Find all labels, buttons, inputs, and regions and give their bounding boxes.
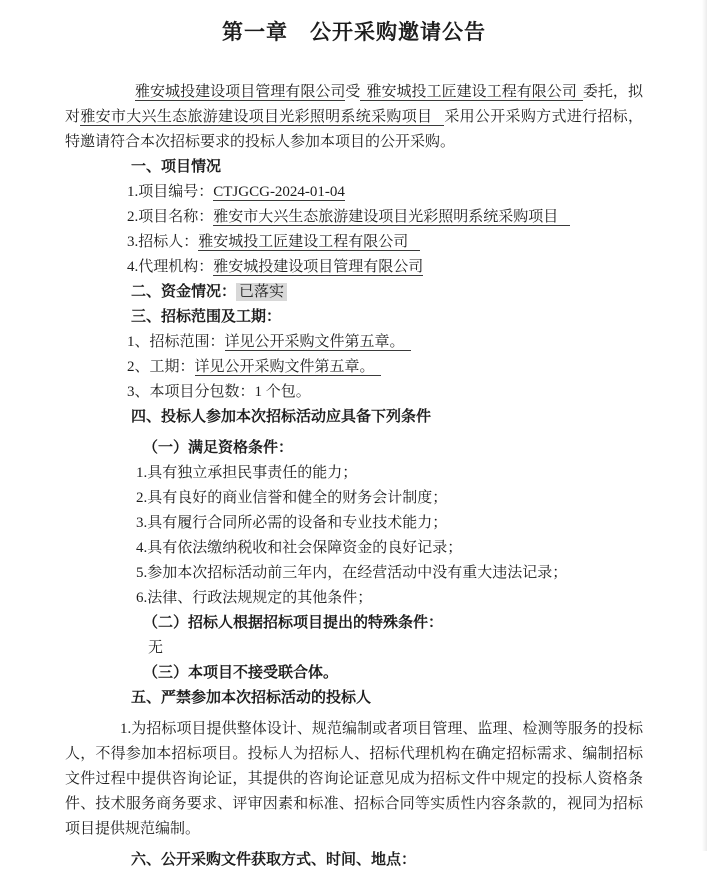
agency-label: 4.代理机构： — [127, 259, 214, 275]
qualification-subheading: （一）满足资格条件： — [143, 440, 294, 456]
duration-row — [65, 355, 643, 380]
prohibited-bidders-paragraph: 1.为招标项目提供整体设计、规范编制或者项目管理、监理、检测等服务的投标人，不得参加本招标项目。投标人为招标人、招标代理机构在确定招标需求、编制招标文件过程中提供咨询论证，其提供的咨询论证意见成为招标文件中规定的投标人资格条件、技术服务商务要求、评审因素和标准、招标合同等实质性内容条款的，视同为招标项目提供规范编制。 — [65, 721, 643, 837]
qualification-item: 1.具有独立承担民事责任的能力； — [136, 465, 358, 481]
section5-heading: 五、严禁参加本次招标活动的投标人 — [131, 690, 372, 706]
scope-value: 详见公开采购文件第五章。 — [225, 334, 411, 351]
section6-heading: 六、公开采购文件获取方式、时间、地点： — [131, 852, 417, 868]
agency-row — [65, 255, 643, 280]
intro-text-3: 采用公开采购方式进行招标，特邀请符合本次招标要求的投标人参加本项目的公开采购。 — [65, 109, 643, 150]
qualification-item: 6.法律、行政法规规定的其他条件； — [136, 590, 373, 606]
intro-text-1: 受 — [345, 84, 361, 100]
section1-heading: 一、项目情况 — [131, 159, 222, 175]
project-name-label: 2.项目名称： — [127, 209, 214, 225]
scope-label: 1、招标范围： — [127, 334, 225, 350]
qualification-item: 3.具有履行合同所必需的设备和专业技术能力； — [136, 515, 448, 531]
funding-row — [65, 280, 643, 305]
intro-text-2: 委托，拟对 — [65, 84, 643, 125]
section4-heading: 四、投标人参加本次招标活动应具备下列条件 — [131, 409, 432, 425]
client-company-name: 雅安城投工匠建设工程有限公司 — [360, 84, 582, 101]
qualification-item: 5.参加本次招标活动前三年内，在经营活动中没有重大违法记录； — [136, 565, 568, 581]
duration-label: 2、工期： — [127, 359, 195, 375]
duration-value: 详见公开采购文件第五章。 — [195, 359, 381, 376]
qualification-item: 2.具有良好的商业信誉和健全的财务会计制度； — [136, 490, 448, 506]
special-conditions-value: 无 — [148, 640, 164, 656]
project-number-label: 1.项目编号： — [127, 184, 214, 200]
scope-row — [65, 330, 643, 355]
package-count-row — [65, 380, 643, 405]
qualification-item: 4.具有依法缴纳税收和社会保障资金的良好记录； — [136, 540, 463, 556]
project-number-value: CTJGCG-2024-01-04 — [213, 184, 345, 200]
tenderee-row — [65, 230, 643, 255]
agency-company-name: 雅安城投建设项目管理有限公司 — [135, 84, 346, 100]
agency-value: 雅安城投建设项目管理有限公司 — [213, 259, 424, 275]
section3-heading: 三、招标范围及工期： — [131, 309, 282, 325]
tenderee-label: 3.招标人： — [127, 234, 199, 250]
no-consortium-subheading: （三）本项目不接受联合体。 — [143, 665, 339, 681]
package-count-label: 3、本项目分包数： — [127, 384, 255, 400]
package-count-value: 1 个包。 — [254, 384, 311, 400]
project-number-row — [65, 180, 643, 205]
tenderee-value: 雅安城投工匠建设工程有限公司 — [198, 234, 420, 251]
special-conditions-subheading: （二）招标人根据招标项目提出的特殊条件： — [143, 615, 444, 631]
project-name-value: 雅安市大兴生态旅游建设项目光彩照明系统采购项目 — [213, 209, 570, 226]
funding-status-highlight: 已落实 — [236, 283, 287, 301]
intro-paragraph — [65, 80, 643, 155]
page-title: 第一章 公开采购邀请公告 — [222, 20, 486, 44]
project-name-row — [65, 205, 643, 230]
project-name-inline: 雅安市大兴生态旅游建设项目光彩照明系统采购项目 — [80, 109, 444, 126]
funding-heading: 二、资金情况： — [131, 284, 237, 300]
